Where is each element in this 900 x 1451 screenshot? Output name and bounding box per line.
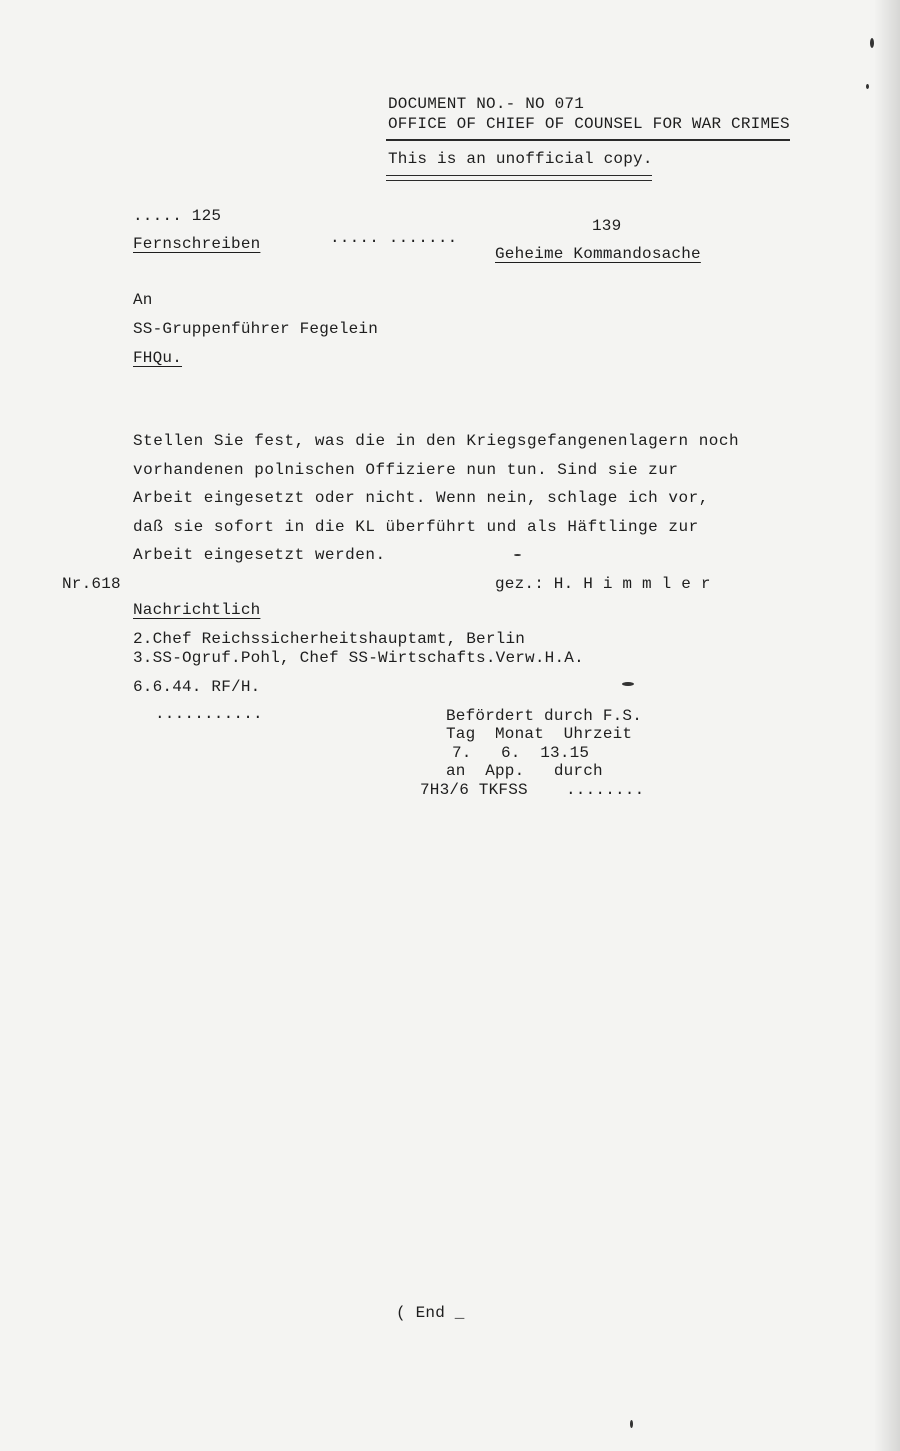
document-type: Fernschreiben	[133, 235, 261, 253]
transmission-line: 7H3/6 TKFSS	[420, 781, 528, 799]
body-line: daß sie sofort in die KL überführt und als Häftlinge zur	[133, 518, 699, 536]
classification: Geheime Kommandosache	[495, 245, 701, 263]
office-title: OFFICE OF CHIEF OF COUNSEL FOR WAR CRIMES	[388, 115, 790, 133]
reference-number: Nr.618	[62, 575, 121, 593]
transmission-line: 7. 6. 13.15	[452, 744, 590, 762]
recipient-name: SS-Gruppenführer Fegelein	[133, 320, 379, 338]
page-edge-shadow	[874, 0, 900, 1451]
signature-line: gez.: H. H i m m l e r	[495, 575, 711, 593]
transmission-line: Befördert durch F.S.	[446, 707, 643, 725]
copy-note-double-rule	[386, 175, 652, 181]
scan-speck	[630, 1420, 633, 1428]
body-line: Stellen Sie fest, was die in den Kriegsgefangenenlagern noch	[133, 432, 740, 450]
middle-dots: ..... .......	[330, 229, 458, 247]
body-line: vorhandenen polnischen Offiziere nun tun. Sind sie zur	[133, 461, 679, 479]
scan-speck	[514, 554, 521, 556]
distribution-dots: ...........	[155, 705, 263, 723]
transmission-dots: ........	[566, 781, 645, 799]
body-line: Arbeit eingesetzt oder nicht. Wenn nein, schlage ich vor,	[133, 489, 709, 507]
distribution-heading: Nachrichtlich	[133, 601, 261, 619]
date-reference: 6.6.44. RF/H.	[133, 678, 261, 696]
distribution-item: 3.SS-Ogruf.Pohl, Chef SS-Wirtschafts.Verw.H.A.	[133, 649, 584, 667]
recipient-to: An	[133, 291, 153, 309]
page-number: 139	[592, 217, 622, 235]
document-number: DOCUMENT NO.- NO 071	[388, 95, 585, 113]
body-line: Arbeit eingesetzt werden.	[133, 546, 386, 564]
transmission-line: Tag Monat Uhrzeit	[446, 725, 633, 743]
recipient-location: FHQu.	[133, 349, 183, 367]
distribution-item: 2.Chef Reichssicherheitshauptamt, Berlin	[133, 630, 526, 648]
unofficial-copy-note: This is an unofficial copy.	[388, 150, 653, 168]
end-marker: ( End _	[396, 1304, 465, 1322]
scan-speck	[866, 84, 869, 89]
transmission-line: an App. durch	[446, 762, 603, 780]
message-number: ..... 125	[133, 207, 222, 225]
header-rule	[386, 139, 790, 141]
scan-speck	[622, 682, 634, 686]
